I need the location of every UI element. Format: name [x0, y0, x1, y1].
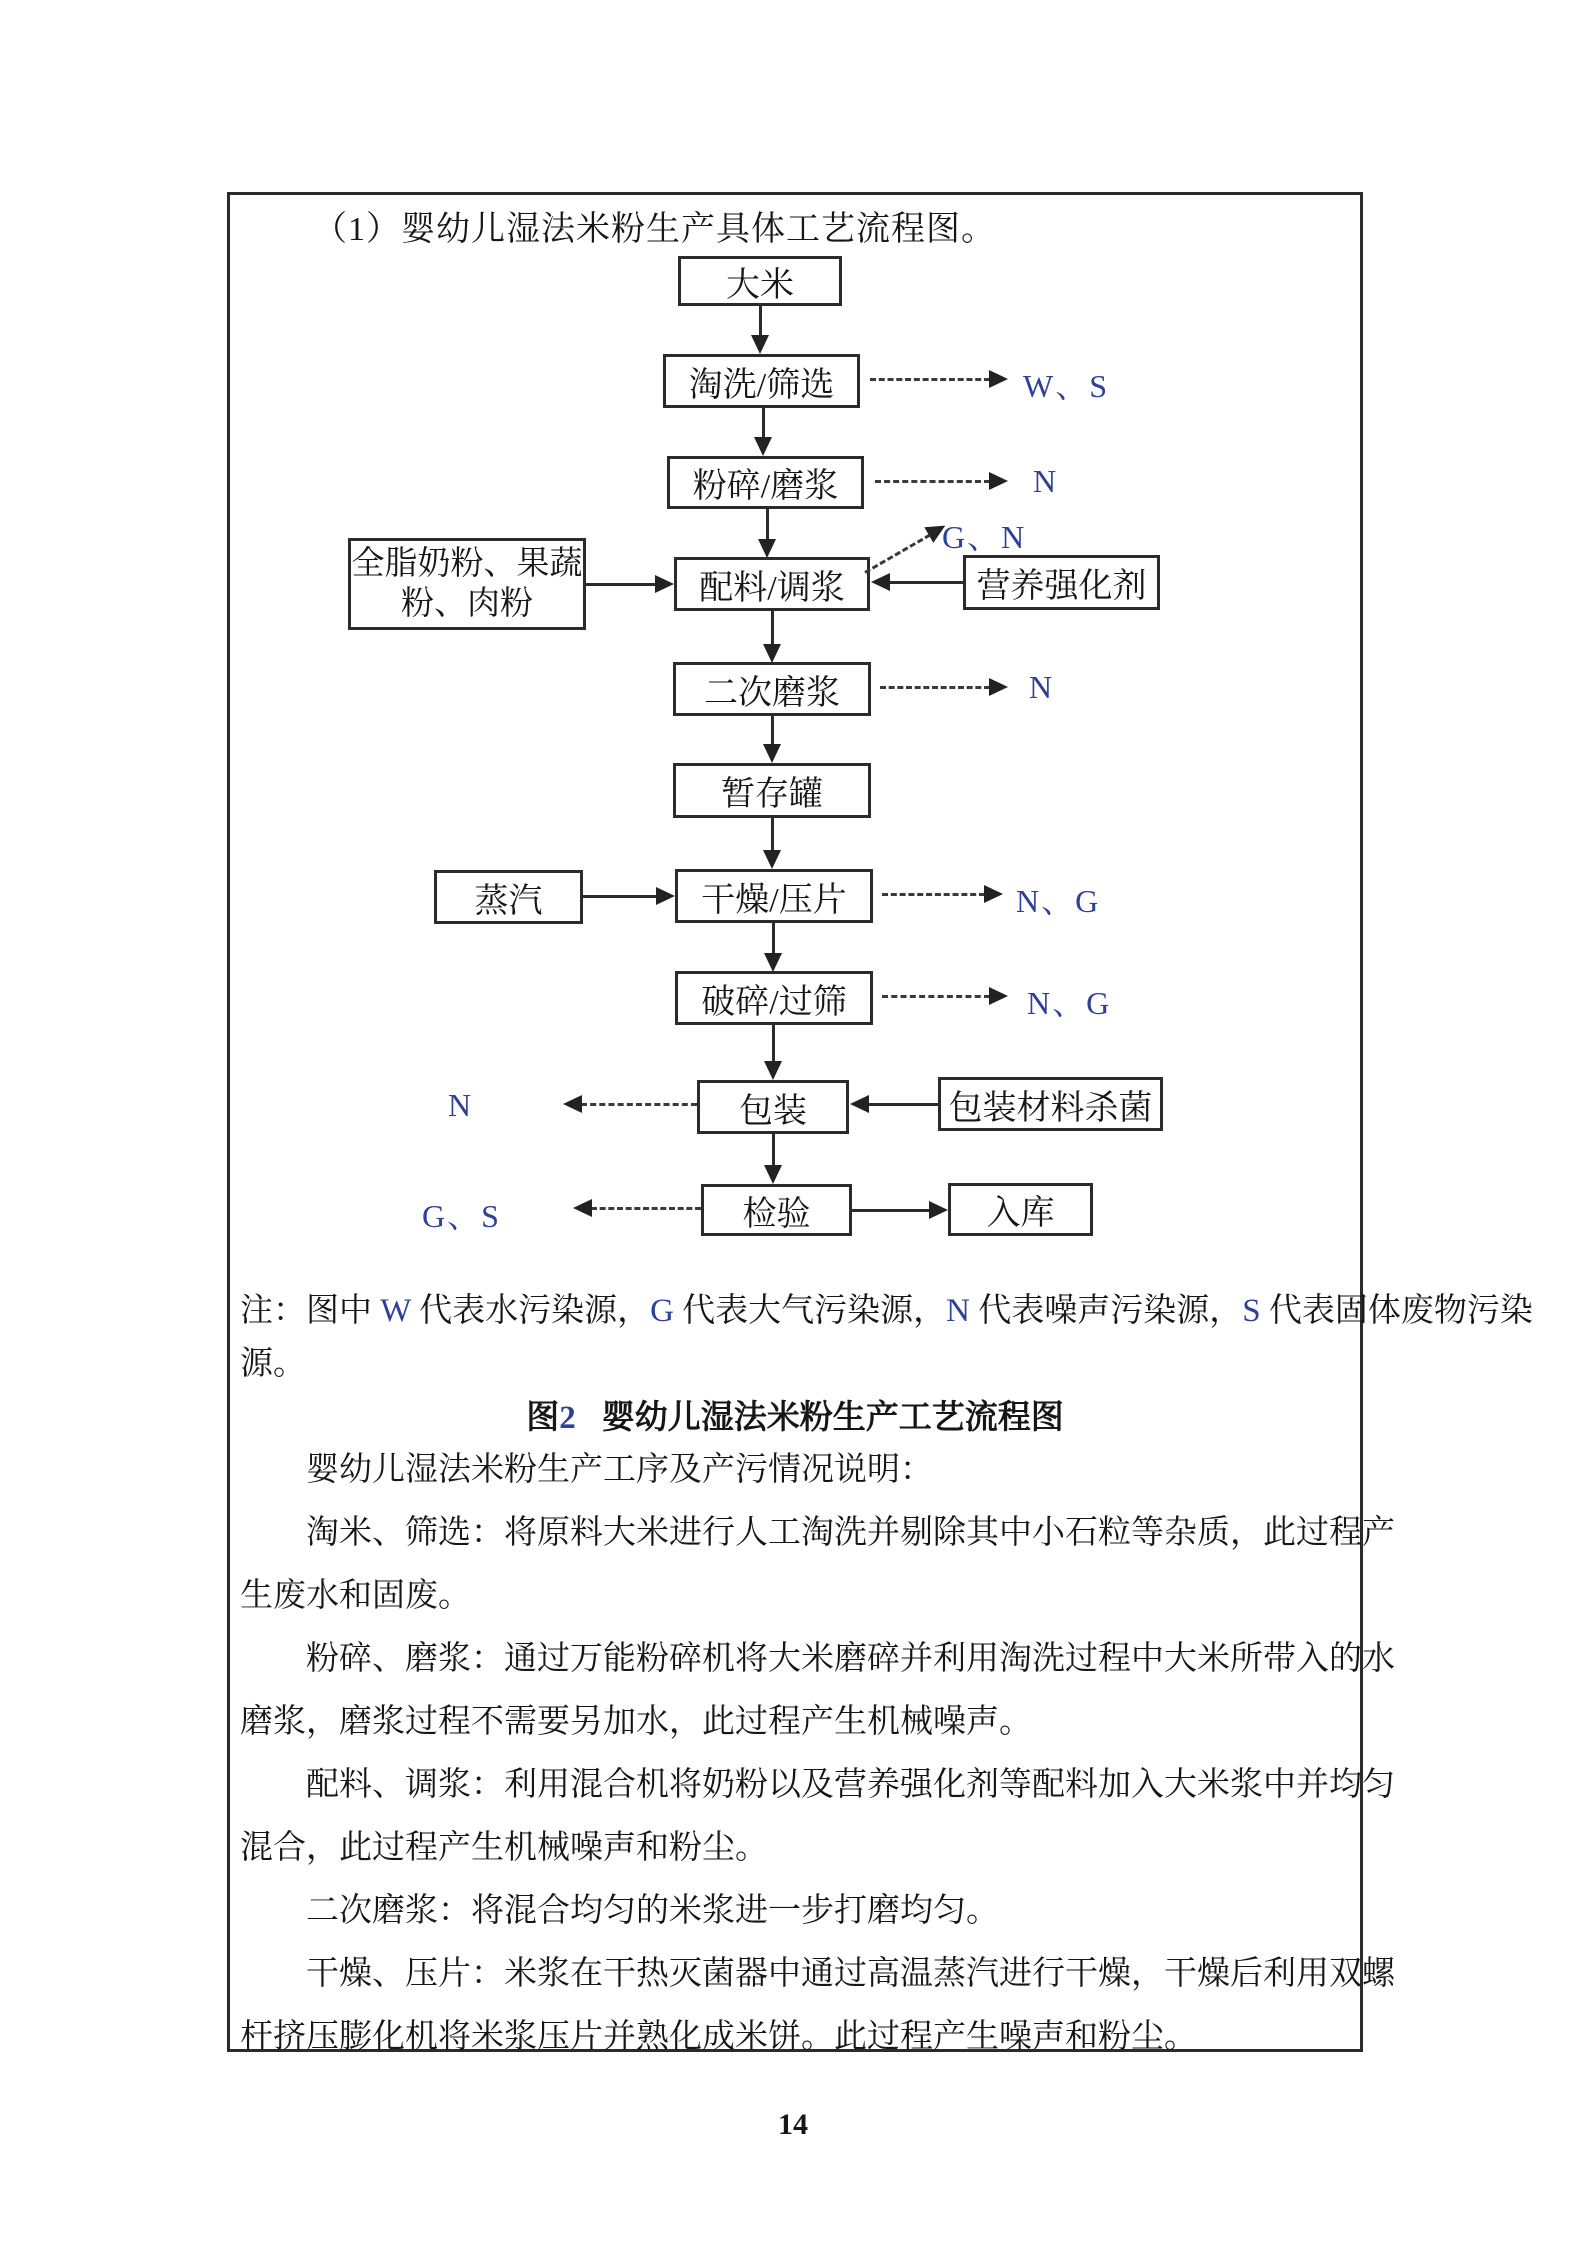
- body-line: 粉碎、磨浆：通过万能粉碎机将大米磨碎并利用淘洗过程中大米所带入的水: [306, 1641, 1395, 1677]
- arrowhead-down-icon: [758, 539, 776, 558]
- pollution-label-mixing: G、N: [942, 519, 1027, 555]
- flow-box-packaging-label: 包装: [739, 1092, 807, 1130]
- flow-box-crushing-milling: [667, 456, 864, 509]
- arrowhead-down-icon: [763, 744, 781, 763]
- arrowhead-right-icon: [989, 678, 1008, 696]
- dashed-arrow-inspection-pollution: [591, 1207, 701, 1210]
- flow-box-storage-tank: [673, 763, 871, 818]
- pollution-label-crushing: N: [1033, 463, 1059, 499]
- pollution-label-drying: N、G: [1016, 883, 1101, 919]
- flow-box-storage-label: 暂存罐: [721, 776, 823, 813]
- note-letter-s: S: [1242, 1293, 1261, 1329]
- dashed-arrow-crushing-pollution: [875, 480, 990, 483]
- flow-box-rice-label: 大米: [726, 266, 794, 304]
- body-line: 淘米、筛选：将原料大米进行人工淘洗并剔除其中小石粒等杂质，此过程产: [306, 1515, 1395, 1551]
- arrow-packaging-to-inspection: [772, 1134, 775, 1167]
- flow-box-inspection-label: 检验: [742, 1195, 811, 1233]
- pollution-label-secondmilling: N: [1029, 669, 1055, 705]
- note-line2: 源。: [240, 1346, 306, 1382]
- flow-box-mixing-label: 配料/调浆: [699, 569, 845, 607]
- arrowhead-down-icon: [751, 335, 769, 354]
- dashed-arrow-washing-pollution: [870, 378, 990, 381]
- figure-caption-text: 婴幼儿湿法米粉生产工艺流程图: [601, 1400, 1064, 1436]
- arrow-inspection-to-warehousing: [852, 1209, 930, 1212]
- body-line: 杆挤压膨化机将米浆压片并熟化成米饼。此过程产生噪声和粉尘。: [240, 2019, 1197, 2055]
- arrowhead-down-icon: [764, 953, 782, 972]
- arrowhead-left-icon: [573, 1199, 592, 1217]
- flow-box-crushing-label: 粉碎/磨浆: [692, 468, 839, 505]
- arrow-mixing-to-secondmilling: [771, 611, 774, 646]
- pollution-label-breaking: N、G: [1027, 985, 1112, 1021]
- arrow-steam-to-drying: [583, 895, 657, 898]
- arrowhead-right-icon: [989, 370, 1008, 388]
- arrowhead-down-icon: [754, 437, 772, 456]
- note-text: 代表固体废物污染: [1260, 1293, 1533, 1329]
- flow-box-nutrient-fortifier: [963, 555, 1160, 610]
- document-cell: [227, 192, 1533, 2055]
- arrowhead-right-icon: [655, 575, 674, 593]
- page-number: 14: [778, 2108, 808, 2141]
- pollution-label-washing: W、S: [1023, 368, 1110, 404]
- arrow-sterilization-to-packaging: [869, 1103, 938, 1106]
- flow-box-drying-label: 干燥/压片: [701, 881, 847, 919]
- ingredients-line2: 粉、肉粉: [401, 586, 533, 622]
- flow-box-washing-label: 淘洗/筛选: [688, 366, 835, 404]
- pollution-label-inspection: G、S: [422, 1198, 501, 1234]
- figure-caption: [230, 1391, 1360, 1438]
- arrow-breaking-to-packaging: [772, 1025, 775, 1063]
- body-line: 混合，此过程产生机械噪声和粉尘。: [240, 1830, 768, 1866]
- note-text: 代表大气污染源，: [673, 1293, 947, 1329]
- flow-box-rice: [678, 256, 842, 306]
- arrowhead-right-icon: [929, 1201, 948, 1219]
- arrow-rice-to-washing: [759, 306, 762, 337]
- flow-box-steam-label: 蒸汽: [474, 882, 543, 920]
- body-line: 二次磨浆：将混合均匀的米浆进一步打磨均匀。: [306, 1893, 999, 1929]
- arrow-secondmilling-to-storage: [771, 716, 774, 746]
- note-letter-w: W: [380, 1293, 411, 1329]
- body-line: 配料、调浆：利用混合机将奶粉以及营养强化剂等配料加入大米浆中并均匀: [306, 1767, 1395, 1803]
- figure-caption-number: 2: [559, 1400, 576, 1436]
- note-text: 代表水污染源，: [410, 1293, 651, 1329]
- note-letter-g: G: [650, 1293, 674, 1329]
- arrowhead-down-icon: [764, 1165, 782, 1184]
- body-line: 干燥、压片：米浆在干热灭菌器中通过高温蒸汽进行干燥，干燥后利用双螺: [306, 1956, 1395, 1992]
- flow-box-fortifier-label: 营养强化剂: [976, 568, 1147, 605]
- arrowhead-right-icon: [656, 887, 675, 905]
- flow-box-packaging: [697, 1080, 849, 1134]
- note-letter-n: N: [946, 1293, 970, 1329]
- flow-box-warehousing-label: 入库: [986, 1195, 1055, 1232]
- section-title: （1）婴幼儿湿法米粉生产具体工艺流程图。: [313, 211, 996, 248]
- body-line: 生废水和固废。: [240, 1578, 471, 1614]
- pollution-label-packaging: N: [448, 1087, 474, 1123]
- arrowhead-left-icon: [871, 573, 890, 591]
- note-text: 代表噪声污染源，: [970, 1293, 1243, 1329]
- body-line: 磨浆，磨浆过程不需要另加水，此过程产生机械噪声。: [240, 1704, 1032, 1740]
- dashed-arrow-drying-pollution: [882, 893, 985, 896]
- arrowhead-right-icon: [989, 472, 1008, 490]
- arrow-storage-to-drying: [771, 818, 774, 852]
- flow-box-sterilization-label: 包装材料杀菌: [948, 1089, 1153, 1127]
- dashed-arrow-breaking-pollution: [882, 995, 990, 998]
- figure-caption-fig: 图: [526, 1400, 560, 1436]
- flow-box-second-milling-label: 二次磨浆: [704, 674, 840, 712]
- flow-box-steam: [434, 870, 583, 924]
- flow-box-mixing: [674, 557, 870, 611]
- flow-box-second-milling: [673, 662, 871, 716]
- arrow-drying-to-breaking: [772, 923, 775, 955]
- dashed-arrow-secondmilling-pollution: [880, 686, 990, 689]
- arrowhead-right-icon: [989, 987, 1008, 1005]
- dashed-arrow-packaging-pollution: [581, 1103, 697, 1106]
- arrowhead-down-icon: [763, 644, 781, 663]
- arrow-washing-to-crushing: [762, 408, 765, 439]
- arrowhead-right-icon: [984, 885, 1003, 903]
- note-text: 注：图中: [240, 1293, 381, 1329]
- arrowhead-left-icon: [563, 1095, 582, 1113]
- flow-box-warehousing: [948, 1183, 1093, 1236]
- cell-content: [230, 195, 1533, 2055]
- arrowhead-left-icon: [850, 1095, 869, 1113]
- body-line: 婴幼儿湿法米粉生产工序及产污情况说明：: [306, 1452, 933, 1488]
- flow-box-breaking-label: 破碎/过筛: [701, 983, 847, 1021]
- arrowhead-down-icon: [763, 850, 781, 869]
- flow-box-ingredients-label: [352, 544, 583, 624]
- flow-box-inspection: [701, 1184, 852, 1236]
- flow-box-drying-tableting: [675, 869, 873, 923]
- flow-box-breaking-sieving: [675, 971, 873, 1025]
- arrowhead-down-icon: [764, 1061, 782, 1080]
- arrow-fortifier-to-mixing: [889, 581, 963, 584]
- dashed-arrow-mixing-pollution: [864, 529, 938, 574]
- arrow-ingredients-to-mixing: [586, 583, 656, 586]
- note-line1: [240, 1284, 1533, 1331]
- arrow-crushing-to-mixing: [766, 509, 769, 541]
- flow-box-packaging-material-sterilization: [938, 1077, 1163, 1131]
- flow-box-ingredients: [348, 538, 586, 630]
- flow-box-washing-screening: [663, 354, 860, 408]
- ingredients-line1: 全脂奶粉、果蔬: [351, 546, 583, 582]
